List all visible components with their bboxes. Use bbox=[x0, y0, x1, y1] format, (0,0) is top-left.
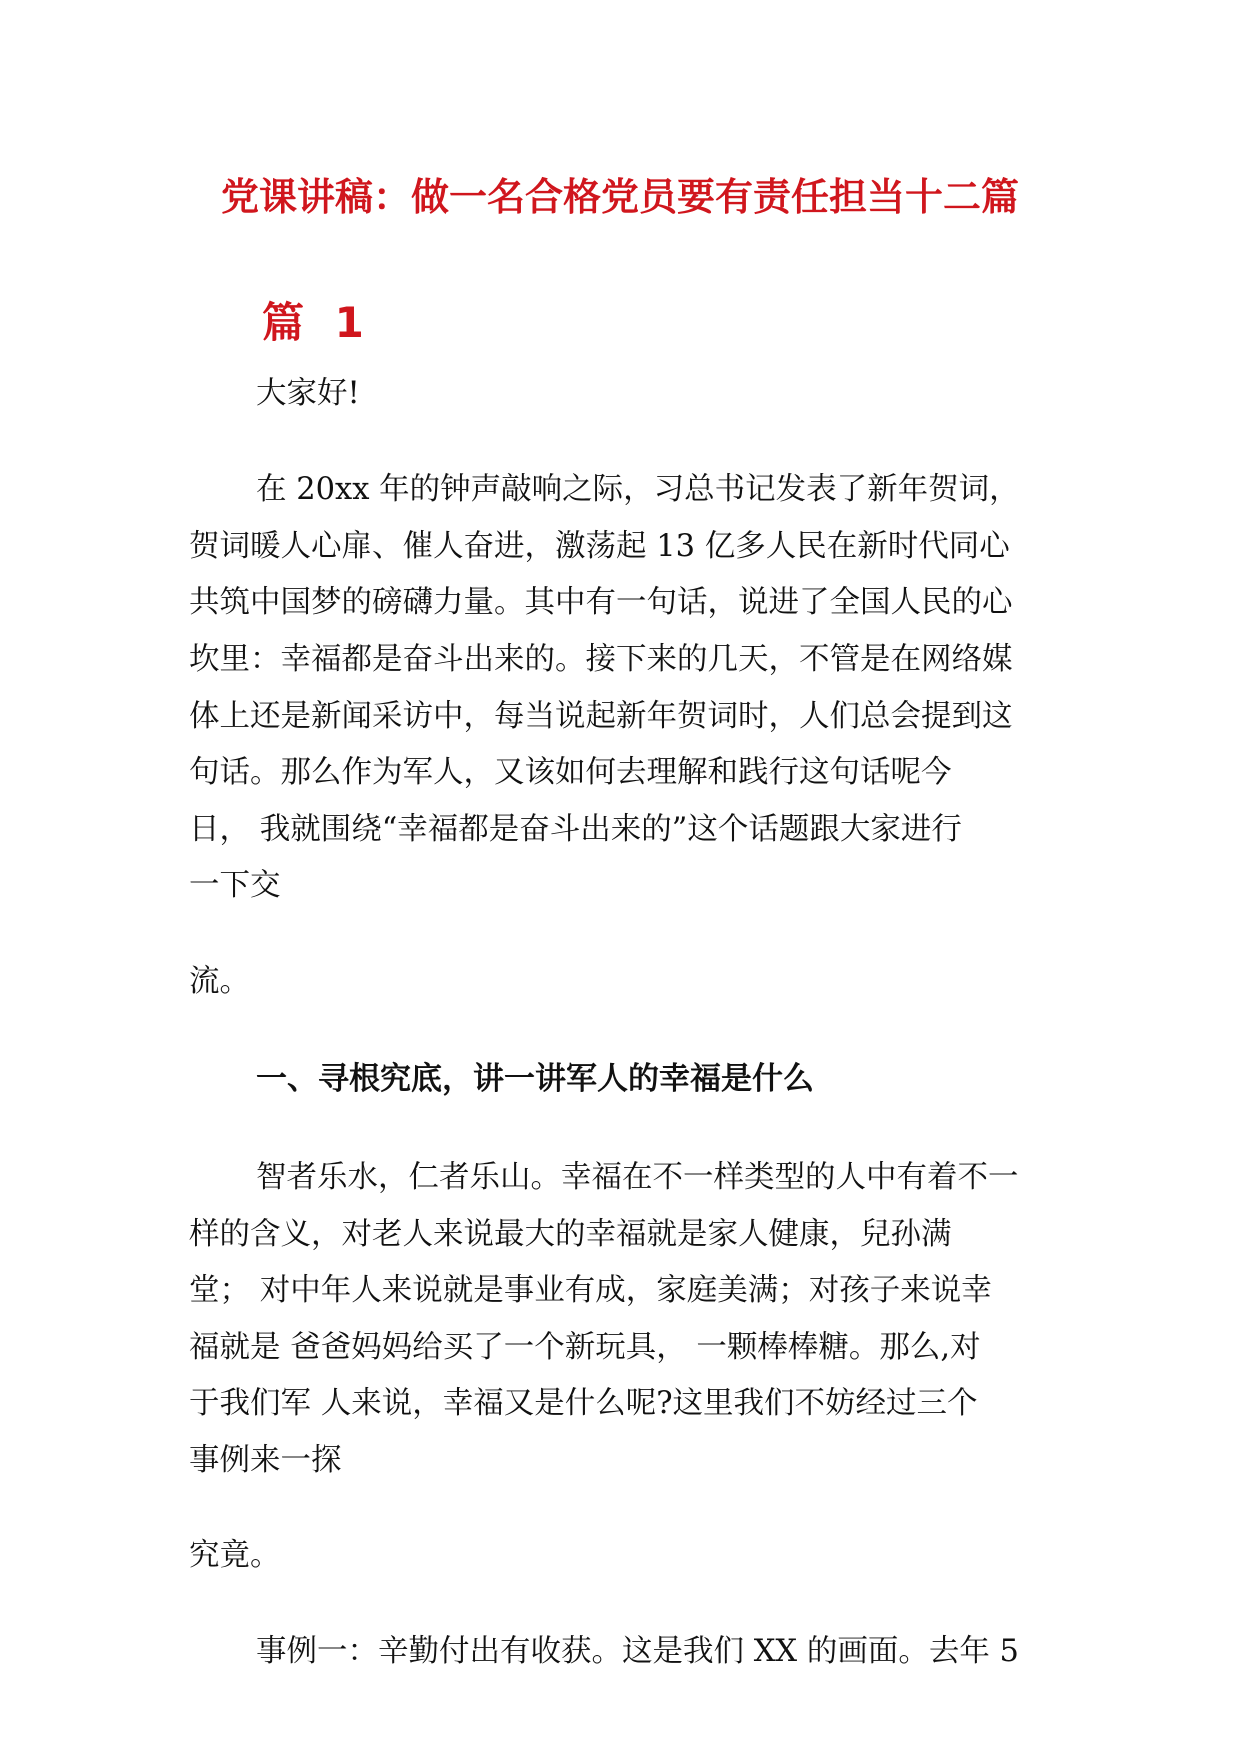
paragraph-line: 堂； 对中年人来说就是事业有成，家庭美满；对孩子来说幸 bbox=[189, 1273, 992, 1308]
greeting-text: 大家好! bbox=[256, 376, 360, 411]
paragraph-line: 在 20xx 年的钟声敲响之际，习总书记发表了新年贺词， bbox=[256, 472, 1020, 507]
paragraph-line: 事例来一探 bbox=[189, 1443, 342, 1478]
document-title: 党课讲稿：做一名合格党员要有责任担当十二篇 bbox=[220, 175, 1019, 219]
paragraph-line: 福就是 爸爸妈妈给买了一个新玩具， 一颗棒棒糖。那么,对 bbox=[189, 1330, 981, 1365]
chapter-heading: 篇 1 bbox=[262, 298, 372, 347]
paragraph-line: 究竟。 bbox=[189, 1538, 281, 1573]
paragraph-line: 贺词暖人心扉、催人奋进，激荡起 13 亿多人民在新时代同心 bbox=[189, 529, 1010, 564]
paragraph-line: 于我们军 人来说，幸福又是什么呢?这里我们不妨经过三个 bbox=[189, 1386, 978, 1421]
section-heading: 一、寻根究底，讲一讲军人的幸福是什么 bbox=[256, 1061, 814, 1097]
paragraph-line: 共筑中国梦的磅礴力量。其中有一句话，说进了全国人民的心 bbox=[189, 585, 1013, 620]
paragraph-line: 智者乐水，仁者乐山。幸福在不一样类型的人中有着不一 bbox=[256, 1160, 1019, 1195]
paragraph-line: 句话。那么作为军人，又该如何去理解和践行这句话呢今 bbox=[189, 755, 952, 790]
paragraph-line: 体上还是新闻采访中，每当说起新年贺词时，人们总会提到这 bbox=[189, 699, 1013, 734]
paragraph-line: 日， 我就围绕“幸福都是奋斗出来的”这个话题跟大家进行 bbox=[189, 812, 962, 847]
paragraph-line: 样的含义，对老人来说最大的幸福就是家人健康，兒孙满 bbox=[189, 1217, 952, 1252]
paragraph-line: 事例一：辛勤付出有收获。这是我们 XX 的画面。去年 5 bbox=[256, 1634, 1019, 1669]
paragraph-line: 流。 bbox=[189, 964, 250, 999]
paragraph-line: 坎里：幸福都是奋斗出来的。接下来的几天，不管是在网络媒 bbox=[189, 642, 1013, 677]
paragraph-line: 一下交 bbox=[189, 868, 281, 903]
